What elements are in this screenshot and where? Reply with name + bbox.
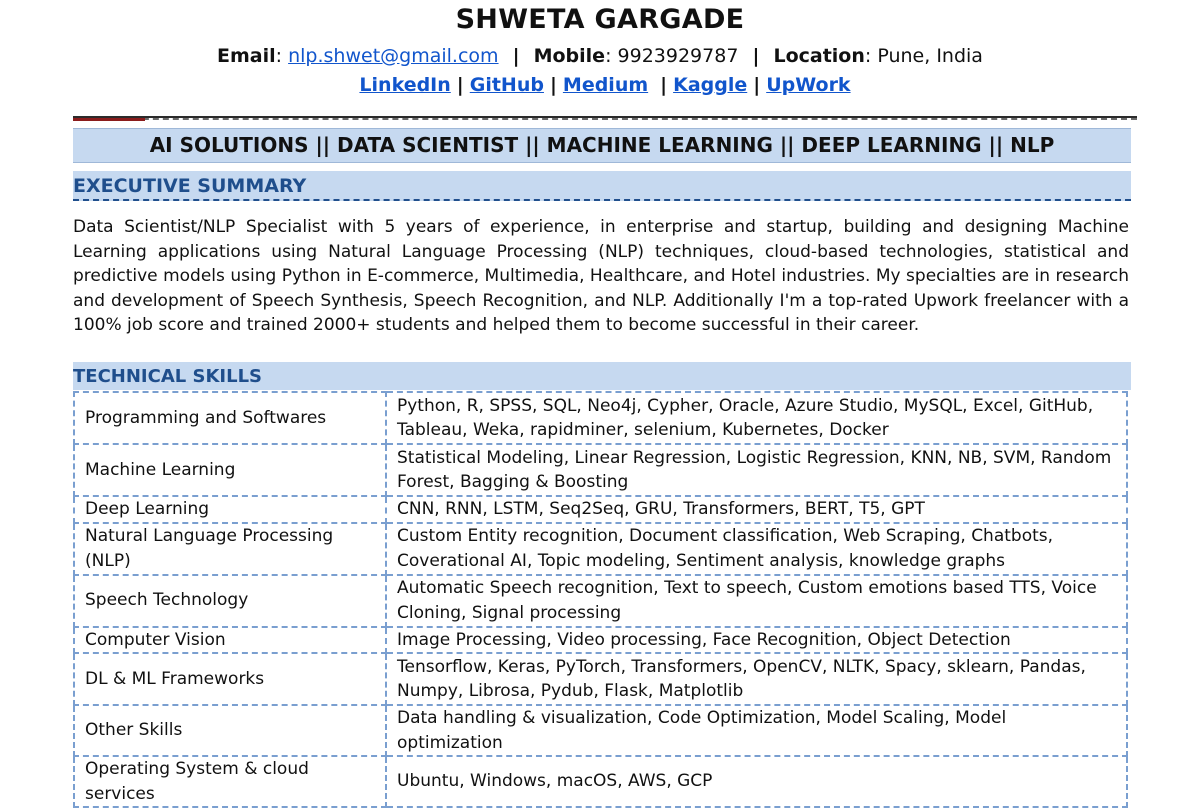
skill-list: CNN, RNN, LSTM, Seq2Seq, GRU, Transformers, BERT, T5, GPT	[386, 496, 1127, 523]
separator: |	[660, 74, 668, 96]
location-value: Pune, India	[877, 45, 983, 67]
technical-skills-table	[73, 391, 1128, 808]
executive-summary-text: Data Scientist/NLP Specialist with 5 years of experience, in enterprise and startup, building and designing Machine Learning applications using Natural Language Processing (NLP) techniques, cloud-based technologies, statistical and predictive models using Python in E-commerce, Multimedia, Healthcare, and Hotel industries. My specialties are in research and development of Speech Synthesis, Speech Recognition, and NLP. Additionally I'm a top-rated Upwork freelancer with a 100% job score and trained 2000+ students and helped them to become successful in their career.	[73, 217, 1129, 335]
skill-list: Python, R, SPSS, SQL, Neo4j, Cypher, Oracle, Azure Studio, MySQL, Excel, GitHub, Tableau, Weka, rapidminer, selenium, Kubernetes, Docker	[386, 392, 1127, 444]
table-row	[74, 523, 1127, 575]
skill-list: Statistical Modeling, Linear Regression, Logistic Regression, KNN, NB, SVM, Random Forest, Bagging & Boosting	[386, 444, 1127, 496]
header-divider	[73, 116, 1137, 120]
contact-line: Email: nlp.shwet@gmail.com | Mobile: 9923929787 | Location: Pune, India	[217, 45, 983, 67]
table-row	[74, 705, 1127, 756]
role-banner: AI SOLUTIONS || DATA SCIENTIST || MACHINE LEARNING || DEEP LEARNING || NLP	[73, 128, 1131, 163]
candidate-name: SHWETA GARGADE	[455, 4, 745, 35]
email-label: Email	[217, 45, 276, 67]
header-divider-accent	[73, 118, 145, 121]
table-row	[74, 444, 1127, 496]
medium-link[interactable]: Medium	[562, 74, 649, 96]
kaggle-link[interactable]: Kaggle	[673, 74, 748, 96]
email-link[interactable]: nlp.shwet@gmail.com	[288, 45, 499, 67]
skill-category: Operating System & cloud services	[74, 756, 386, 807]
separator: |	[549, 74, 557, 96]
table-row	[74, 392, 1127, 444]
skill-list: Automatic Speech recognition, Text to speech, Custom emotions based TTS, Voice Cloning, Signal processing	[386, 575, 1127, 627]
upwork-link[interactable]: UpWork	[766, 74, 851, 96]
location-label: Location	[773, 45, 865, 67]
table-row	[74, 496, 1127, 523]
skill-list: Ubuntu, Windows, macOS, AWS, GCP	[386, 756, 1127, 807]
separator: |	[512, 45, 520, 67]
separator: |	[752, 45, 760, 67]
skill-category: Other Skills	[74, 705, 386, 756]
skill-category: Computer Vision	[74, 627, 386, 654]
github-link[interactable]: GitHub	[469, 74, 544, 96]
table-row	[74, 756, 1127, 807]
linkedin-link[interactable]: LinkedIn	[359, 74, 451, 96]
skill-category: Speech Technology	[74, 575, 386, 627]
skill-category: Deep Learning	[74, 496, 386, 523]
skill-category: DL & ML Frameworks	[74, 653, 386, 705]
skill-category: Natural Language Processing (NLP)	[74, 523, 386, 575]
skill-list: Data handling & visualization, Code Optimization, Model Scaling, Model optimization	[386, 705, 1127, 756]
skill-list: Custom Entity recognition, Document classification, Web Scraping, Chatbots, Coverational AI, Topic modeling, Sentiment analysis, knowledge graphs	[386, 523, 1127, 575]
table-row	[74, 575, 1127, 627]
skill-list: Tensorflow, Keras, PyTorch, Transformers, OpenCV, NLTK, Spacy, sklearn, Pandas, Numpy, Librosa, Pydub, Flask, Matplotlib	[386, 653, 1127, 705]
mobile-label: Mobile	[533, 45, 606, 67]
technical-skills-heading: TECHNICAL SKILLS	[73, 362, 1131, 390]
table-row	[74, 627, 1127, 654]
skill-list: Image Processing, Video processing, Face Recognition, Object Detection	[386, 627, 1127, 654]
skill-category: Machine Learning	[74, 444, 386, 496]
mobile-value: 9923929787	[617, 45, 739, 67]
table-row	[74, 653, 1127, 705]
separator: |	[456, 74, 464, 96]
separator: |	[753, 74, 761, 96]
skill-category: Programming and Softwares	[74, 392, 386, 444]
profile-links	[0, 74, 1200, 96]
executive-summary-heading: EXECUTIVE SUMMARY	[73, 171, 1131, 201]
